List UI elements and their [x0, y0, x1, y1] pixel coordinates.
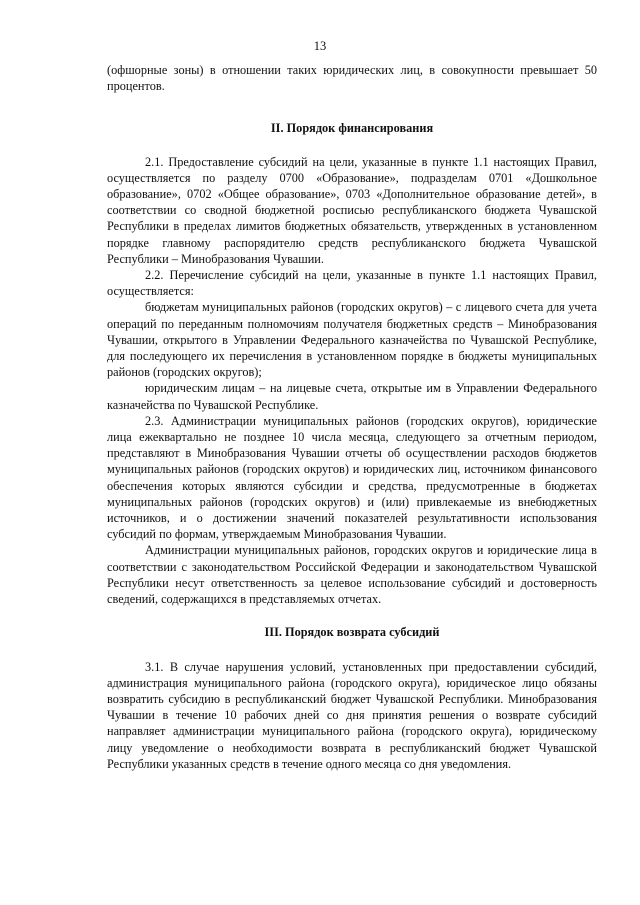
paragraph-2-1: 2.1. Предоставление субсидий на цели, указанные в пункте 1.1 настоящих Правил, осуществляется по разделу 0700 «Образование», подразделам 0701 «Дошкольное образование», 0702 «Общее образование», 0703 «Дополнительное образование детей», в соответствии со сводной бюджетной росписью республиканского бюджета Чувашской Республики в пределах лимитов бюджетных обязательств, утвержденных в установленном порядке главному распорядителю средств республиканского бюджета Чувашской Республики – Минобразования Чувашии. [107, 154, 597, 266]
section-2-title: II. Порядок финансирования [270, 121, 434, 136]
paragraph-2-3: 2.3. Администрации муниципальных районов (городских округов), юридические лица ежеквартально не позднее 10 числа месяца, следующего за отчетным периодом, представляют в Минобразования Чувашии отчеты об осуществлении расходов бюджетов муниципальных районов (городских округов) и юридических лиц, источником финансового обеспечения которых являются субсидии и средства, предусмотренные в бюджетах муниципальных районов (городских округов) и (или) привлекаемые из внебюджетных источников, и о достижении значений показателей результативности использования субсидий по формам, утверждаемым Минобразования Чувашии. [107, 413, 597, 542]
paragraph-2-4: Администрации муниципальных районов, городских округов и юридические лица в соответствии с законодательством Российской Федерации и законодательством Чувашской Республики несут ответственность за целевое использование субсидий и достоверность сведений, содержащихся в представляемых отчетах. [107, 543, 597, 607]
page-number: 13 [313, 39, 327, 53]
paragraph-3-1: 3.1. В случае нарушения условий, установленных при предоставлении субсидий, администрация муниципального района (городского округа), юридическое лицо обязаны возвратить субсидию в республиканский бюджет Чувашской Республики. Минобразования Чувашии в течение 10 рабочих дней со дня принятия решения о возврате субсидий направляет администрации муниципального района (городского округа), юридическому лицу уведомление о необходимости возврата в республиканский бюджет Чувашской Республики указанных средств в течение одного месяца со дня уведомления. [107, 659, 597, 771]
paragraph-2-2: 2.2. Перечисление субсидий на цели, указанные в пункте 1.1 настоящих Правил, осуществляется: [107, 268, 597, 299]
document-body [107, 62, 597, 772]
section-3-title: III. Порядок возврата субсидий [264, 625, 440, 640]
paragraph-2-2-b: юридическим лицам – на лицевые счета, открытые им в Управлении Федерального казначейства по Чувашской Республике. [107, 381, 597, 412]
paragraph-2-2-a: бюджетам муниципальных районов (городских округов) – с лицевого счета для учета операций по переданным полномочиям получателя бюджетных средств – Минобразования Чувашии, открытого в Управлении Федерального казначейства по Чувашской Республике, для последующего их перечисления в установленном порядке в бюджеты муниципальных районов (городских округов); [107, 300, 597, 380]
paragraph-intro: (офшорные зоны) в отношении таких юридических лиц, в совокупности превышает 50 процентов. [107, 63, 597, 94]
